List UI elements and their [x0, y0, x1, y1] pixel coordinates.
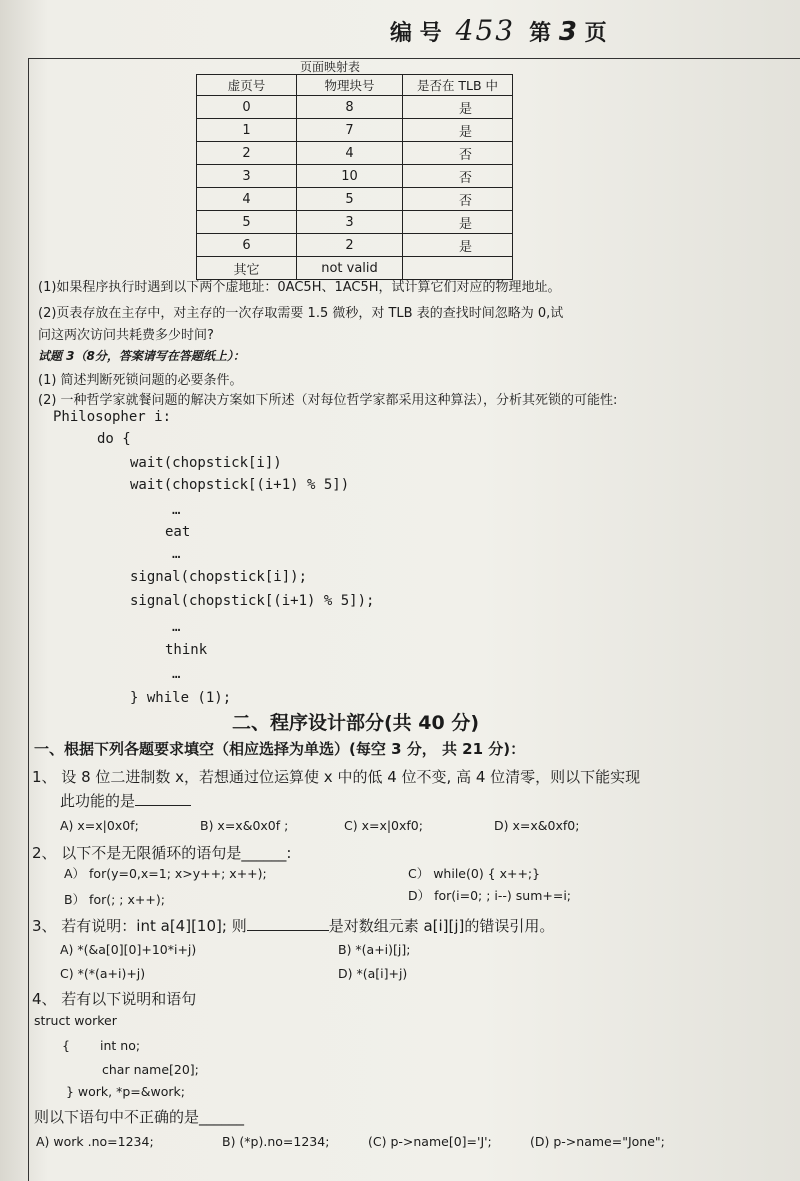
table-cell: 0: [197, 96, 297, 119]
p2q3-stem-b: 是对数组元素 a[i][j]的错误引用。: [328, 917, 555, 935]
part2-title: 二、程序设计部分(共 40 分): [232, 712, 480, 734]
p2q4-stem: 4、 若有以下说明和语句: [32, 990, 197, 1008]
code-line: think: [165, 642, 208, 658]
table-cell: 否: [403, 142, 513, 165]
struct-code-line: char name[20];: [102, 1062, 199, 1077]
answer-blank: [135, 793, 191, 806]
col-header: 物理块号: [297, 75, 403, 96]
exam-number: 453: [455, 14, 516, 47]
page-header: [390, 14, 690, 48]
code-line: eat: [165, 524, 191, 540]
p2q3-option-b: B) *(a+i)[j];: [338, 942, 411, 957]
p2q3-stem-a: 3、 若有说明：int a[4][10]; 则: [32, 917, 247, 935]
p2q4-stem2: 则以下语句中不正确的是______: [34, 1108, 245, 1126]
p2q4-option-b: B) (*p).no=1234;: [222, 1134, 330, 1149]
struct-code-line: int no;: [100, 1038, 141, 1053]
code-line: …: [172, 666, 181, 682]
p2q1-stem2: [60, 790, 191, 811]
table-cell: 3: [297, 211, 403, 234]
table-row: [197, 96, 513, 119]
q3-title: 试题 3（8分，答案请写在答题纸上）：: [38, 349, 245, 363]
table-cell: 是: [403, 234, 513, 257]
q3-part1: (1) 简述判断死锁问题的必要条件。: [38, 373, 243, 388]
q3-part2: (2) 一种哲学家就餐问题的解决方案如下所述（对每位哲学家都采用这种算法），分析其死锁的可能性:: [38, 393, 618, 408]
table-row: [197, 234, 513, 257]
p2q2-option-c: C） while(0) { x++;}: [408, 866, 541, 881]
table-cell: 是: [403, 119, 513, 142]
struct-code-line: {: [62, 1038, 70, 1053]
table-cell: 其它: [197, 257, 297, 280]
table-cell: 是: [403, 96, 513, 119]
header-label: 编 号: [390, 21, 442, 46]
table-row: [197, 165, 513, 188]
code-line: signal(chopstick[(i+1) % 5]);: [130, 593, 375, 609]
code-line: do {: [97, 431, 131, 447]
table-cell: 2: [197, 142, 297, 165]
code-line: …: [172, 546, 181, 562]
q2-part2a: (2)页表存放在主存中，对主存的一次存取需要 1.5 微秒，对 TLB 表的查找时间忽略为 0,试: [38, 306, 564, 321]
table-cell: 8: [297, 96, 403, 119]
frame-border-top: [28, 58, 800, 59]
page-number: 3: [558, 17, 577, 47]
p2q2-option-b: B） for(; ; x++);: [64, 892, 165, 907]
code-line: Philosopher i:: [53, 409, 172, 425]
page-prefix: 第: [529, 21, 552, 46]
table-cell: 3: [197, 165, 297, 188]
frame-border-left: [28, 58, 29, 1181]
table-cell: 是: [403, 211, 513, 234]
table-cell: 5: [297, 188, 403, 211]
answer-blank: [247, 918, 329, 931]
p2q3-stem: [32, 915, 554, 936]
struct-code-line: struct worker: [34, 1013, 117, 1028]
code-line: signal(chopstick[i]);: [130, 569, 308, 585]
p2q4-option-a: A) work .no=1234;: [36, 1134, 154, 1149]
table-cell: 5: [197, 211, 297, 234]
code-line: wait(chopstick[i]): [130, 455, 282, 471]
table-cell: 10: [297, 165, 403, 188]
p2q3-option-c: C) *(*(a+i)+j): [60, 966, 146, 981]
p2q3-option-d: D) *(a[i]+j): [338, 966, 408, 981]
p2q4-option-c: (C) p->name[0]='J';: [368, 1134, 492, 1149]
p2q2-stem: 2、 以下不是无限循环的语句是______:: [32, 844, 292, 862]
col-header: 虚页号: [197, 75, 297, 96]
p2q1-stem: 1、 设 8 位二进制数 x，若想通过位运算使 x 中的低 4 位不变, 高 4 位清零，则以下能实现: [32, 768, 641, 786]
table-cell: 2: [297, 234, 403, 257]
struct-code-line: } work, *p=&work;: [66, 1084, 185, 1099]
code-line: …: [172, 502, 181, 518]
code-line: wait(chopstick[(i+1) % 5]): [130, 477, 350, 493]
table-header-row: [197, 75, 513, 96]
table-cell: 否: [403, 165, 513, 188]
q2-part2b: 问这两次访问共耗费多少时间?: [38, 328, 214, 343]
table-cell: 1: [197, 119, 297, 142]
table-row: [197, 211, 513, 234]
p2q2-option-a: A） for(y=0,x=1; x>y++; x++);: [64, 866, 267, 881]
code-line: } while (1);: [130, 690, 232, 706]
p2q1-option-c: C) x=x|0xf0;: [344, 818, 423, 833]
table-cell: not valid: [297, 257, 403, 280]
page-mapping-table: [196, 74, 513, 280]
table-row: [197, 119, 513, 142]
p2q2-option-d: D） for(i=0; ; i--) sum+=i;: [408, 888, 572, 903]
code-line: …: [172, 619, 181, 635]
col-header: 是否在 TLB 中: [403, 75, 513, 96]
table-cell: 4: [197, 188, 297, 211]
p2q3-option-a: A) *(&a[0][0]+10*i+j): [60, 942, 197, 957]
table-row: [197, 142, 513, 165]
table-cell: 否: [403, 188, 513, 211]
table-cell: 7: [297, 119, 403, 142]
table-title: 页面映射表: [300, 60, 361, 74]
section1-title: 一、根据下列各题要求填空（相应选择为单选）(每空 3 分， 共 21 分)：: [34, 740, 526, 758]
table-row: [197, 188, 513, 211]
q2-part1: (1)如果程序执行时遇到以下两个虚地址：0AC5H、1AC5H，试计算它们对应的物理地址。: [38, 280, 561, 295]
p2q4-option-d: (D) p->name="Jone";: [530, 1134, 665, 1149]
page-suffix: 页: [584, 21, 607, 46]
table-cell: 4: [297, 142, 403, 165]
p2q1-option-a: A) x=x|0x0f;: [60, 818, 139, 833]
p2q1-option-d: D) x=x&0xf0;: [494, 818, 580, 833]
p2q1-stem2-text: 此功能的是: [60, 792, 136, 810]
table-cell: 6: [197, 234, 297, 257]
p2q1-option-b: B) x=x&0x0f ;: [200, 818, 289, 833]
